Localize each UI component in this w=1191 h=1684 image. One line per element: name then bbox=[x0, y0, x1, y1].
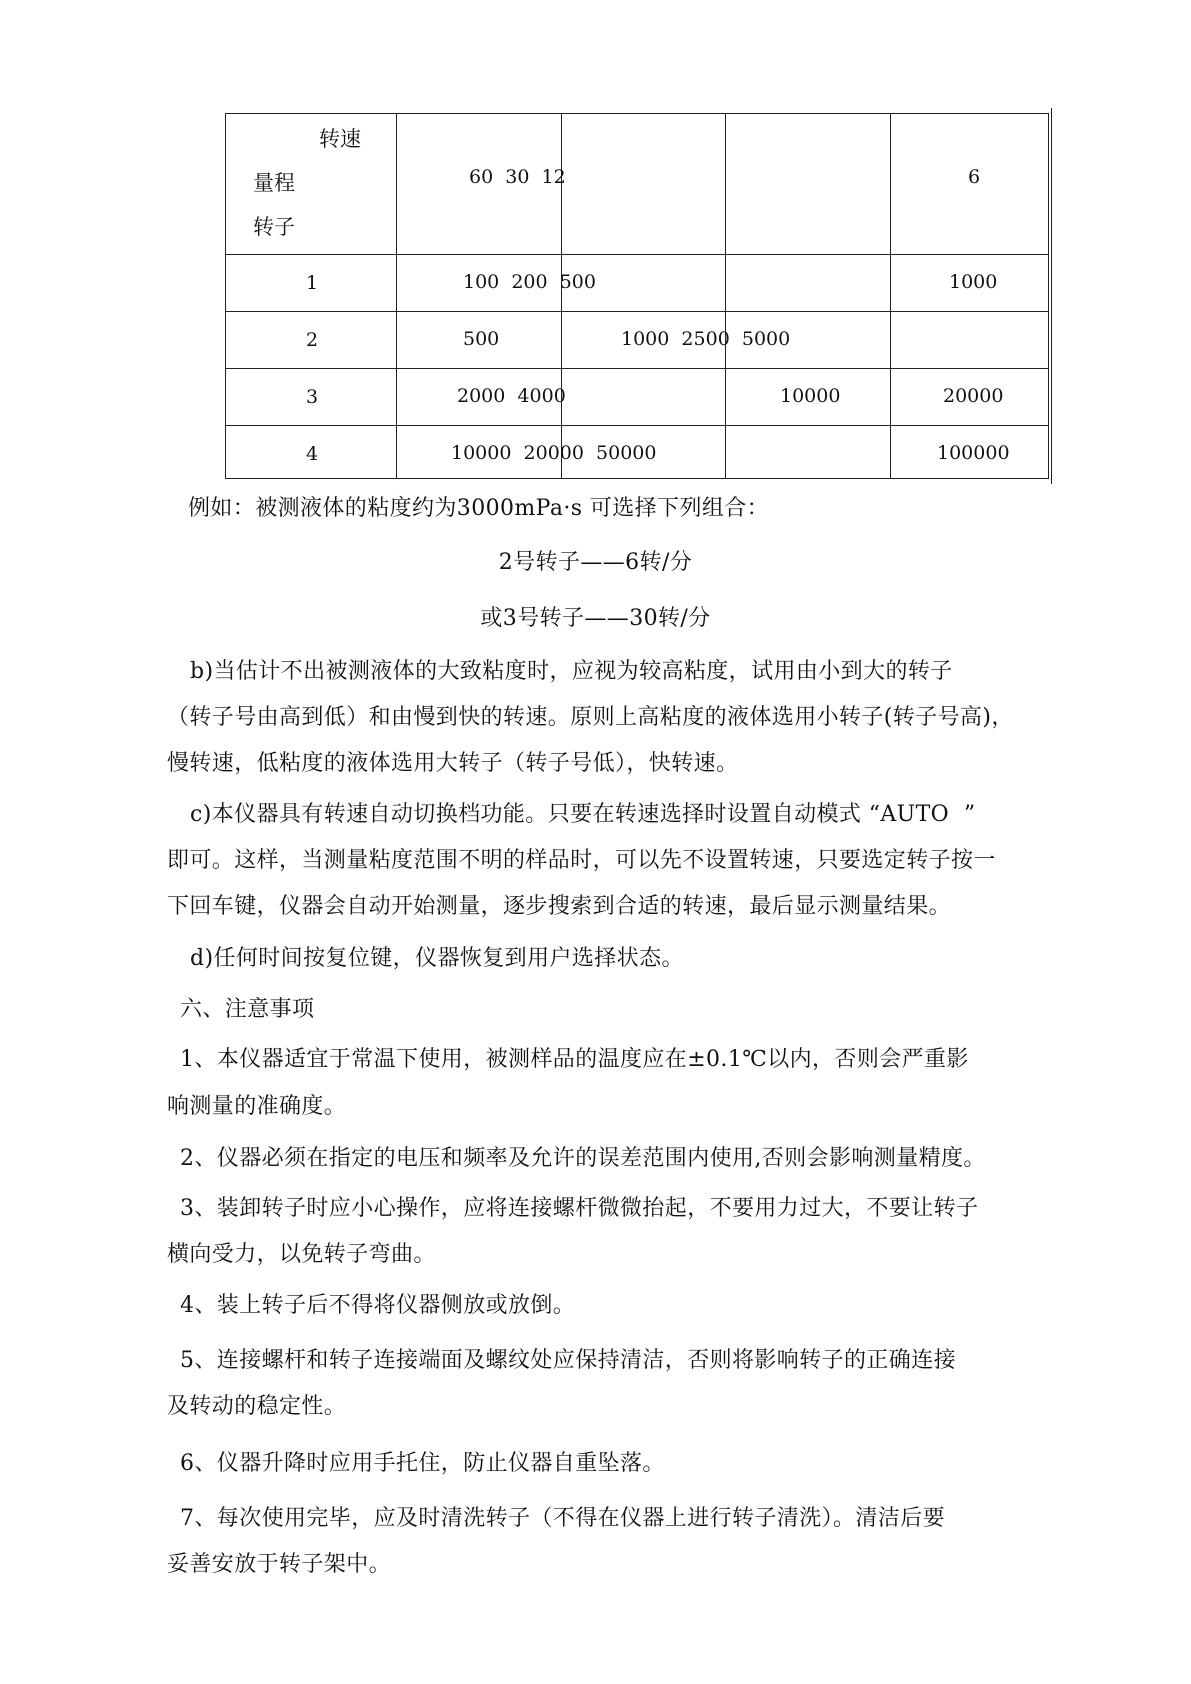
note-1-line-2: 响测量的准确度。 bbox=[167, 1094, 347, 1119]
note-6: 6、仪器升降时应用手托住，防止仪器自重坠落。 bbox=[180, 1451, 665, 1476]
row3-values: 2000 4000 bbox=[457, 385, 566, 407]
table-row-divider bbox=[226, 311, 1048, 312]
row4-values: 10000 20000 50000 bbox=[451, 442, 657, 464]
table-col-divider bbox=[890, 114, 891, 478]
row2-value-c1: 500 bbox=[463, 328, 500, 350]
row2-values: 1000 2500 5000 bbox=[621, 328, 791, 350]
example-combo-1: 2号转子——6转/分 bbox=[498, 550, 693, 575]
example-combo-2: 或3号转子——30转/分 bbox=[480, 606, 711, 631]
rotor-range-table bbox=[225, 113, 1049, 479]
para-d: d)任何时间按复位键，仪器恢复到用户选择状态。 bbox=[190, 946, 684, 971]
para-b-line-1: b)当估计不出被测液体的大致粘度时，应视为较高粘度，试用由小到大的转子 bbox=[190, 659, 953, 684]
header-speed-label: 转速 bbox=[319, 127, 361, 151]
para-b-line-2: （转子号由高到低）和由慢到快的转速。原则上高粘度的液体选用小转子(转子号高)， bbox=[167, 705, 1014, 730]
row2-rotor: 2 bbox=[306, 329, 319, 351]
note-7-line-1: 7、每次使用完毕，应及时清洗转子（不得在仪器上进行转子清洗）。清洁后要 bbox=[180, 1506, 945, 1531]
row3-value-c3: 10000 bbox=[780, 385, 841, 407]
note-3-line-2: 横向受力，以免转子弯曲。 bbox=[167, 1242, 436, 1267]
table-row-divider bbox=[226, 425, 1048, 426]
row1-value-c4: 1000 bbox=[949, 271, 998, 293]
header-rotor-label: 转子 bbox=[253, 215, 295, 239]
row4-rotor: 4 bbox=[306, 443, 319, 465]
row1-values: 100 200 500 bbox=[463, 271, 596, 293]
table-col-divider bbox=[396, 114, 397, 478]
example-intro: 例如：被测液体的粘度约为3000mPa·s 可选择下列组合： bbox=[188, 496, 770, 521]
section-title: 六、注意事项 bbox=[180, 997, 315, 1022]
note-2: 2、仪器必须在指定的电压和频率及允许的误差范围内使用,否则会影响测量精度。 bbox=[180, 1146, 986, 1171]
note-3-line-1: 3、装卸转子时应小心操作，应将连接螺杆微微抬起，不要用力过大，不要让转子 bbox=[180, 1196, 979, 1221]
table-row-divider bbox=[226, 254, 1048, 255]
note-7-line-2: 妥善安放于转子架中。 bbox=[167, 1552, 392, 1577]
header-speed-values: 60 30 12 bbox=[469, 166, 566, 188]
row3-value-c4: 20000 bbox=[943, 385, 1004, 407]
note-4: 4、装上转子后不得将仪器侧放或放倒。 bbox=[180, 1293, 576, 1318]
para-c-line-1: c)本仪器具有转速自动切换档功能。只要在转速选择时设置自动模式 “AUTO ” bbox=[190, 802, 976, 827]
table-right-edge bbox=[1051, 108, 1052, 484]
row1-rotor: 1 bbox=[306, 272, 319, 294]
para-c-line-2: 即可。这样，当测量粘度范围不明的样品时，可以先不设置转速，只要选定转子按一 bbox=[167, 848, 996, 873]
para-b-line-3: 慢转速，低粘度的液体选用大转子（转子号低），快转速。 bbox=[167, 751, 739, 776]
header-speed-value-6: 6 bbox=[968, 166, 981, 188]
row3-rotor: 3 bbox=[306, 386, 319, 408]
header-range-label: 量程 bbox=[253, 171, 295, 195]
table-row-divider bbox=[226, 368, 1048, 369]
note-5-line-2: 及转动的稳定性。 bbox=[167, 1394, 347, 1419]
row4-value-c4: 100000 bbox=[937, 442, 1010, 464]
note-5-line-1: 5、连接螺杆和转子连接端面及螺纹处应保持清洁，否则将影响转子的正确连接 bbox=[180, 1348, 956, 1373]
table-col-divider bbox=[725, 114, 726, 478]
para-c-line-3: 下回车键，仪器会自动开始测量，逐步搜索到合适的转速，最后显示测量结果。 bbox=[167, 894, 952, 919]
note-1-line-1: 1、本仪器适宜于常温下使用，被测样品的温度应在±0.1℃以内，否则会严重影 bbox=[180, 1047, 969, 1072]
